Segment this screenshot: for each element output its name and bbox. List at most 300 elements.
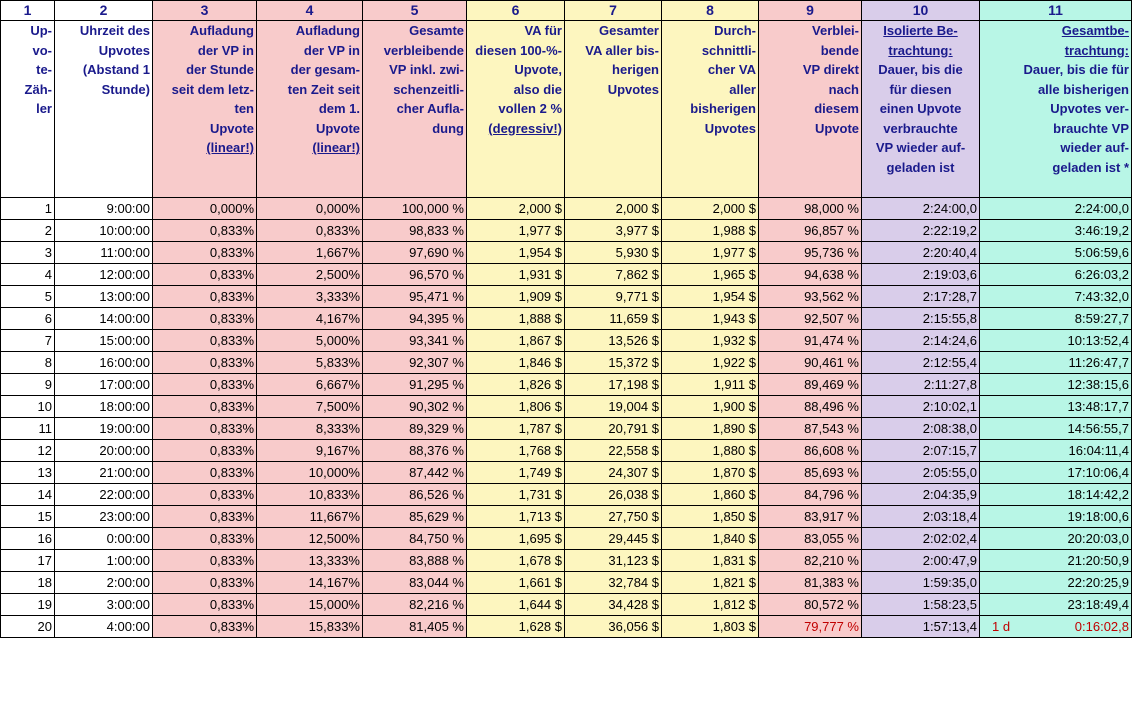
table-cell[interactable]: 19 [1, 594, 55, 616]
table-cell[interactable]: 80,572 % [759, 594, 862, 616]
table-cell[interactable]: 0,833% [153, 418, 257, 440]
table-cell[interactable]: 1,922 $ [662, 352, 759, 374]
table-cell[interactable]: 15,833% [257, 616, 363, 638]
table-cell[interactable]: 5:06:59,6 [980, 242, 1132, 264]
table-cell[interactable]: 2:03:18,4 [862, 506, 980, 528]
table-cell[interactable]: 1,831 $ [662, 550, 759, 572]
table-cell[interactable]: 1,628 $ [467, 616, 565, 638]
header-line: dung [432, 120, 464, 136]
table-cell[interactable]: 12,500% [257, 528, 363, 550]
table-cell[interactable]: 15 [1, 506, 55, 528]
table-cell[interactable]: 82,210 % [759, 550, 862, 572]
table-cell[interactable]: 0,833% [153, 374, 257, 396]
table-cell[interactable]: 0,833% [153, 220, 257, 242]
table-cell[interactable]: 1,954 $ [467, 242, 565, 264]
column-header[interactable] [759, 21, 862, 198]
table-cell[interactable]: 8 [1, 352, 55, 374]
table-cell[interactable]: 12 [1, 440, 55, 462]
table-cell[interactable]: 15,372 $ [565, 352, 662, 374]
header-line: cher VA [707, 62, 756, 77]
table-cell[interactable]: 1,821 $ [662, 572, 759, 594]
table-cell[interactable]: 10:13:52,4 [980, 330, 1132, 352]
column-header[interactable] [565, 21, 662, 198]
table-cell[interactable]: 2:05:55,0 [862, 462, 980, 484]
table-cell[interactable]: 0,833% [153, 462, 257, 484]
column-number-row [1, 1, 1132, 21]
table-cell[interactable]: 2:00:00 [55, 572, 153, 594]
table-cell[interactable]: 1,850 $ [662, 506, 759, 528]
table-cell[interactable]: 2:07:15,7 [862, 440, 980, 462]
header-line: vollen 2 % [498, 101, 562, 116]
table-cell[interactable]: 95,736 % [759, 242, 862, 264]
header-line: Uhrzeit des [79, 23, 150, 38]
table-cell[interactable]: 12:38:15,6 [980, 374, 1132, 396]
table-cell[interactable]: 14,167% [257, 572, 363, 594]
table-cell[interactable]: 13,526 $ [565, 330, 662, 352]
table-cell[interactable]: 20,791 $ [565, 418, 662, 440]
header-line: VA aller bis- [585, 42, 659, 58]
table-cell[interactable]: 15:00:00 [55, 330, 153, 352]
header-line: Upvotes [704, 120, 756, 136]
table-cell[interactable]: 94,395 % [363, 308, 467, 330]
table-cell[interactable]: 1,678 $ [467, 550, 565, 572]
table-cell[interactable]: 4:00:00 [55, 616, 153, 638]
header-line: bende [820, 42, 859, 58]
header-line: bisherigen [690, 101, 756, 116]
table-cell[interactable]: 1:57:13,4 [862, 616, 980, 638]
table-cell[interactable]: 17,198 $ [565, 374, 662, 396]
table-cell[interactable]: 11:26:47,7 [980, 352, 1132, 374]
table-cell[interactable]: 1,867 $ [467, 330, 565, 352]
table-cell[interactable]: 0,833% [153, 286, 257, 308]
header-line: ler [36, 101, 52, 116]
table-cell[interactable]: 3,977 $ [565, 220, 662, 242]
table-cell[interactable]: 9,771 $ [565, 286, 662, 308]
table-row [1, 616, 1132, 638]
table-cell[interactable]: 6:26:03,2 [980, 264, 1132, 286]
table-cell[interactable]: 1,806 $ [467, 396, 565, 418]
table-cell[interactable]: 22,558 $ [565, 440, 662, 462]
column-header[interactable] [153, 21, 257, 198]
table-cell[interactable]: 16:00:00 [55, 352, 153, 374]
table-cell[interactable]: 84,750 % [363, 528, 467, 550]
header-line: Upvotes [98, 42, 150, 58]
table-cell[interactable]: 16 [1, 528, 55, 550]
table-row [1, 198, 1132, 220]
header-row [1, 21, 1132, 198]
table-cell[interactable]: 88,376 % [363, 440, 467, 462]
table-cell[interactable]: 3:00:00 [55, 594, 153, 616]
table-cell[interactable]: 2:19:03,6 [862, 264, 980, 286]
table-cell[interactable]: 1,826 $ [467, 374, 565, 396]
header-line: geladen ist * [1052, 159, 1129, 175]
table-cell[interactable]: 94,638 % [759, 264, 862, 286]
table-cell[interactable]: 1:58:23,5 [862, 594, 980, 616]
table-cell[interactable]: 17:10:06,4 [980, 462, 1132, 484]
column-header[interactable] [1, 21, 55, 198]
table-row [1, 572, 1132, 594]
header-line: vo- [32, 42, 52, 58]
table-cell[interactable]: 16:04:11,4 [980, 440, 1132, 462]
table-cell[interactable]: 1,954 $ [662, 286, 759, 308]
table-cell[interactable]: 1,932 $ [662, 330, 759, 352]
table-cell[interactable]: 2:22:19,2 [862, 220, 980, 242]
table-cell[interactable]: 20 [1, 616, 55, 638]
table-cell[interactable]: 2:24:00,0 [862, 198, 980, 220]
header-line: der VP in [197, 42, 254, 58]
column-header[interactable] [257, 21, 363, 198]
table-cell[interactable]: 1,977 $ [662, 242, 759, 264]
table-cell[interactable]: 21:20:50,9 [980, 550, 1132, 572]
table-cell[interactable]: 81,383 % [759, 572, 862, 594]
table-cell[interactable]: 1,803 $ [662, 616, 759, 638]
table-cell[interactable]: 2,000 $ [662, 198, 759, 220]
table-cell[interactable]: 6 [1, 308, 55, 330]
table-cell[interactable]: 21:00:00 [55, 462, 153, 484]
table-cell[interactable]: 13:00:00 [55, 286, 153, 308]
header-line: Gesamte [409, 23, 464, 38]
header-line: Upvote, [514, 62, 562, 77]
table-cell[interactable]: 1,870 $ [662, 462, 759, 484]
table-cell[interactable]: 2:02:02,4 [862, 528, 980, 550]
table-row [1, 594, 1132, 616]
table-cell[interactable]: 23:18:49,4 [980, 594, 1132, 616]
table-cell[interactable]: 2,000 $ [467, 198, 565, 220]
table-cell[interactable]: 31,123 $ [565, 550, 662, 572]
table-cell[interactable]: 9,167% [257, 440, 363, 462]
table-row [1, 286, 1132, 308]
header-line: VP inkl. zwi- [389, 62, 464, 77]
table-cell[interactable]: 0,000% [257, 198, 363, 220]
table-cell[interactable]: 87,543 % [759, 418, 862, 440]
table-cell[interactable]: 1,880 $ [662, 440, 759, 462]
table-cell[interactable]: 17 [1, 550, 55, 572]
table-row [1, 308, 1132, 330]
table-cell[interactable]: 13 [1, 462, 55, 484]
table-cell[interactable]: 4,167% [257, 308, 363, 330]
table-cell[interactable]: 11 [1, 418, 55, 440]
table-cell[interactable]: 10 [1, 396, 55, 418]
column-header[interactable] [662, 21, 759, 198]
table-cell[interactable]: 2:04:35,9 [862, 484, 980, 506]
column-number-cell[interactable]: 7 [565, 1, 662, 21]
table-cell[interactable]: 100,000 % [363, 198, 467, 220]
table-cell[interactable]: 0,833% [257, 220, 363, 242]
table-cell[interactable]: 1,667% [257, 242, 363, 264]
table-cell[interactable]: 1,988 $ [662, 220, 759, 242]
table-cell[interactable]: 20:00:00 [55, 440, 153, 462]
table-cell[interactable]: 97,690 % [363, 242, 467, 264]
table-cell[interactable]: 17:00:00 [55, 374, 153, 396]
day-count-label: 1 d [992, 619, 1011, 634]
table-cell[interactable]: 1,713 $ [467, 506, 565, 528]
table-cell[interactable]: 14:00:00 [55, 308, 153, 330]
column-number-cell[interactable]: 2 [55, 1, 153, 21]
header-line: Aufladung [295, 23, 360, 38]
header-line: für diesen [889, 81, 952, 97]
column-number-cell[interactable]: 5 [363, 1, 467, 21]
table-cell[interactable]: 0,833% [153, 242, 257, 264]
table-cell[interactable]: 0,833% [153, 440, 257, 462]
header-line: Verblei- [812, 23, 859, 38]
table-cell[interactable]: 22:20:25,9 [980, 572, 1132, 594]
table-cell[interactable]: 90,302 % [363, 396, 467, 418]
table-cell[interactable]: 9 [1, 374, 55, 396]
table-cell[interactable]: 1 [1, 198, 55, 220]
table-cell[interactable]: 18:14:42,2 [980, 484, 1132, 506]
table-cell[interactable]: 13,333% [257, 550, 363, 572]
table-cell[interactable]: 7,862 $ [565, 264, 662, 286]
table-row [1, 220, 1132, 242]
table-cell[interactable]: 1,695 $ [467, 528, 565, 550]
table-cell[interactable]: 85,693 % [759, 462, 862, 484]
column-number-cell[interactable]: 9 [759, 1, 862, 21]
table-cell[interactable]: 83,917 % [759, 506, 862, 528]
header-line: schnittli- [701, 42, 756, 58]
column-number-cell[interactable]: 3 [153, 1, 257, 21]
table-cell[interactable]: 84,796 % [759, 484, 862, 506]
table-cell[interactable]: 34,428 $ [565, 594, 662, 616]
header-line: schenzeitli- [393, 81, 464, 97]
table-cell[interactable]: 98,000 % [759, 198, 862, 220]
table-cell[interactable]: 1,900 $ [662, 396, 759, 418]
table-row [1, 440, 1132, 462]
table-cell[interactable]: 0,833% [153, 330, 257, 352]
table-cell[interactable]: 3:46:19,2 [980, 220, 1132, 242]
column-number-cell[interactable]: 4 [257, 1, 363, 21]
table-cell[interactable]: 4 [1, 264, 55, 286]
table-cell[interactable]: 8:59:27,7 [980, 308, 1132, 330]
table-cell[interactable]: 92,507 % [759, 308, 862, 330]
table-cell[interactable]: 2:11:27,8 [862, 374, 980, 396]
table-cell[interactable]: 0:00:00 [55, 528, 153, 550]
table-cell[interactable]: 7:43:32,0 [980, 286, 1132, 308]
table-cell[interactable]: 0,833% [153, 264, 257, 286]
table-cell[interactable]: 1,812 $ [662, 594, 759, 616]
header-line: Durch- [714, 23, 756, 38]
table-cell[interactable]: 0,833% [153, 594, 257, 616]
table-row [1, 550, 1132, 572]
table-cell[interactable]: 0,833% [153, 550, 257, 572]
header-line: wieder auf- [1060, 140, 1129, 155]
table-cell[interactable]: 27,750 $ [565, 506, 662, 528]
table-row [1, 418, 1132, 440]
table-cell[interactable]: 93,341 % [363, 330, 467, 352]
table-cell[interactable]: 5,000% [257, 330, 363, 352]
table-cell[interactable]: 19:00:00 [55, 418, 153, 440]
column-number-cell[interactable]: 6 [467, 1, 565, 21]
table-cell[interactable]: 10,000% [257, 462, 363, 484]
table-cell[interactable]: 14:56:55,7 [980, 418, 1132, 440]
table-cell[interactable]: 0,833% [153, 572, 257, 594]
table-cell[interactable]: 9:00:00 [55, 198, 153, 220]
column-number-cell[interactable]: 8 [662, 1, 759, 21]
table-cell[interactable]: 83,055 % [759, 528, 862, 550]
table-cell[interactable]: 1,860 $ [662, 484, 759, 506]
table-cell[interactable]: 5 [1, 286, 55, 308]
cell-value: 0:16:02,8 [1074, 619, 1129, 634]
table-cell[interactable]: 86,526 % [363, 484, 467, 506]
header-line: diesem [814, 101, 859, 116]
table-cell[interactable]: 32,784 $ [565, 572, 662, 594]
table-cell[interactable]: 85,629 % [363, 506, 467, 528]
table-cell[interactable]: 1,890 $ [662, 418, 759, 440]
table-cell[interactable]: 36,056 $ [565, 616, 662, 638]
column-number-cell[interactable]: 10 [862, 1, 980, 21]
table-cell[interactable]: 89,469 % [759, 374, 862, 396]
table-cell[interactable]: 10:00:00 [55, 220, 153, 242]
table-cell[interactable]: 13:48:17,7 [980, 396, 1132, 418]
table-cell[interactable]: 96,570 % [363, 264, 467, 286]
table-cell[interactable] [980, 616, 1132, 638]
column-header[interactable] [55, 21, 153, 198]
table-cell[interactable]: 2:10:02,1 [862, 396, 980, 418]
table-cell[interactable]: 82,216 % [363, 594, 467, 616]
table-cell[interactable]: 23:00:00 [55, 506, 153, 528]
header-line: trachtung: [888, 42, 953, 58]
header-line: einen Upvote [879, 101, 962, 116]
table-row [1, 528, 1132, 550]
column-number-cell[interactable]: 1 [1, 1, 55, 21]
table-cell[interactable]: 2:08:38,0 [862, 418, 980, 440]
column-header[interactable] [467, 21, 565, 198]
table-cell[interactable]: 1,749 $ [467, 462, 565, 484]
header-line: der Stunde [186, 62, 254, 77]
table-cell[interactable]: 6,667% [257, 374, 363, 396]
table-cell[interactable]: 1,977 $ [467, 220, 565, 242]
header-line: seit dem letz- [171, 81, 254, 97]
table-cell[interactable]: 0,833% [153, 506, 257, 528]
column-header[interactable] [862, 21, 980, 198]
header-line: der VP in [303, 42, 360, 58]
table-cell[interactable]: 12:00:00 [55, 264, 153, 286]
table-cell[interactable]: 20:20:03,0 [980, 528, 1132, 550]
table-cell[interactable]: 19:18:00,6 [980, 506, 1132, 528]
header-line: diesen 100-%- [475, 42, 562, 58]
table-cell[interactable]: 7 [1, 330, 55, 352]
table-cell[interactable]: 2,500% [257, 264, 363, 286]
table-cell[interactable]: 88,496 % [759, 396, 862, 418]
table-cell[interactable]: 96,857 % [759, 220, 862, 242]
table-cell[interactable]: 1,943 $ [662, 308, 759, 330]
table-cell[interactable]: 0,833% [153, 528, 257, 550]
table-cell[interactable]: 90,461 % [759, 352, 862, 374]
table-cell[interactable]: 95,471 % [363, 286, 467, 308]
table-cell[interactable]: 2:24:00,0 [980, 198, 1132, 220]
table-cell[interactable]: 1,888 $ [467, 308, 565, 330]
table-cell[interactable]: 92,307 % [363, 352, 467, 374]
table-cell[interactable]: 15,000% [257, 594, 363, 616]
table-cell[interactable]: 86,608 % [759, 440, 862, 462]
table-cell[interactable]: 1,840 $ [662, 528, 759, 550]
table-cell[interactable]: 2:00:47,9 [862, 550, 980, 572]
table-cell[interactable]: 89,329 % [363, 418, 467, 440]
table-cell[interactable]: 1:00:00 [55, 550, 153, 572]
table-cell[interactable]: 83,044 % [363, 572, 467, 594]
header-line: cher Aufla- [396, 101, 464, 116]
table-cell[interactable]: 93,562 % [759, 286, 862, 308]
table-cell[interactable]: 1,768 $ [467, 440, 565, 462]
header-line: aller [729, 81, 756, 97]
table-cell[interactable]: 0,833% [153, 308, 257, 330]
table-cell[interactable]: 22:00:00 [55, 484, 153, 506]
table-cell[interactable]: 1,909 $ [467, 286, 565, 308]
header-line: Dauer, bis die für [1023, 62, 1129, 77]
table-row [1, 396, 1132, 418]
table-row [1, 330, 1132, 352]
table-cell[interactable]: 1,846 $ [467, 352, 565, 374]
table-cell[interactable]: 0,833% [153, 484, 257, 506]
table-cell[interactable]: 91,474 % [759, 330, 862, 352]
table-cell[interactable]: 5,930 $ [565, 242, 662, 264]
header-line: (Abstand 1 [82, 62, 150, 77]
table-cell[interactable]: 5,833% [257, 352, 363, 374]
table-cell[interactable]: 26,038 $ [565, 484, 662, 506]
header-line: trachtung: [1064, 42, 1129, 58]
table-row [1, 484, 1132, 506]
table-cell[interactable]: 1,931 $ [467, 264, 565, 286]
table-cell[interactable]: 11,659 $ [565, 308, 662, 330]
table-cell[interactable]: 11:00:00 [55, 242, 153, 264]
table-cell[interactable]: 3,333% [257, 286, 363, 308]
table-cell[interactable]: 2 [1, 220, 55, 242]
table-cell[interactable]: 1,787 $ [467, 418, 565, 440]
table-cell[interactable]: 83,888 % [363, 550, 467, 572]
table-row [1, 352, 1132, 374]
table-cell[interactable]: 2:17:28,7 [862, 286, 980, 308]
table-cell[interactable]: 91,295 % [363, 374, 467, 396]
column-header[interactable] [980, 21, 1132, 198]
table-cell[interactable]: 1,661 $ [467, 572, 565, 594]
table-cell[interactable]: 3 [1, 242, 55, 264]
table-cell[interactable]: 0,833% [153, 396, 257, 418]
table-cell[interactable]: 29,445 $ [565, 528, 662, 550]
table-cell[interactable]: 24,307 $ [565, 462, 662, 484]
header-line: Upvotes ver- [1050, 101, 1129, 116]
header-line: VP wieder auf- [875, 140, 966, 155]
table-cell[interactable]: 0,000% [153, 198, 257, 220]
table-cell[interactable]: 1:59:35,0 [862, 572, 980, 594]
table-cell[interactable]: 87,442 % [363, 462, 467, 484]
table-cell[interactable]: 81,405 % [363, 616, 467, 638]
table-cell[interactable]: 18 [1, 572, 55, 594]
header-line: Gesamter [599, 23, 659, 38]
table-cell[interactable]: 19,004 $ [565, 396, 662, 418]
column-header[interactable] [363, 21, 467, 198]
table-cell[interactable]: 14 [1, 484, 55, 506]
table-cell[interactable]: 7,500% [257, 396, 363, 418]
table-cell[interactable]: 0,833% [153, 616, 257, 638]
table-cell[interactable]: 8,333% [257, 418, 363, 440]
table-cell[interactable]: 18:00:00 [55, 396, 153, 418]
table-cell[interactable]: 2:20:40,4 [862, 242, 980, 264]
table-cell[interactable]: 1,731 $ [467, 484, 565, 506]
table-cell[interactable]: 1,965 $ [662, 264, 759, 286]
table-cell[interactable]: 1,911 $ [662, 374, 759, 396]
table-cell[interactable]: 79,777 % [759, 616, 862, 638]
table-cell[interactable]: 10,833% [257, 484, 363, 506]
column-number-cell[interactable]: 11 [980, 1, 1132, 21]
table-cell[interactable]: 2:14:24,6 [862, 330, 980, 352]
table-cell[interactable]: 2:15:55,8 [862, 308, 980, 330]
table-cell[interactable]: 1,644 $ [467, 594, 565, 616]
table-cell[interactable]: 11,667% [257, 506, 363, 528]
table-cell[interactable]: 2,000 $ [565, 198, 662, 220]
header-line: Gesamtbe- [1061, 23, 1129, 38]
table-cell[interactable]: 98,833 % [363, 220, 467, 242]
table-cell[interactable]: 2:12:55,4 [862, 352, 980, 374]
table-cell[interactable]: 0,833% [153, 352, 257, 374]
